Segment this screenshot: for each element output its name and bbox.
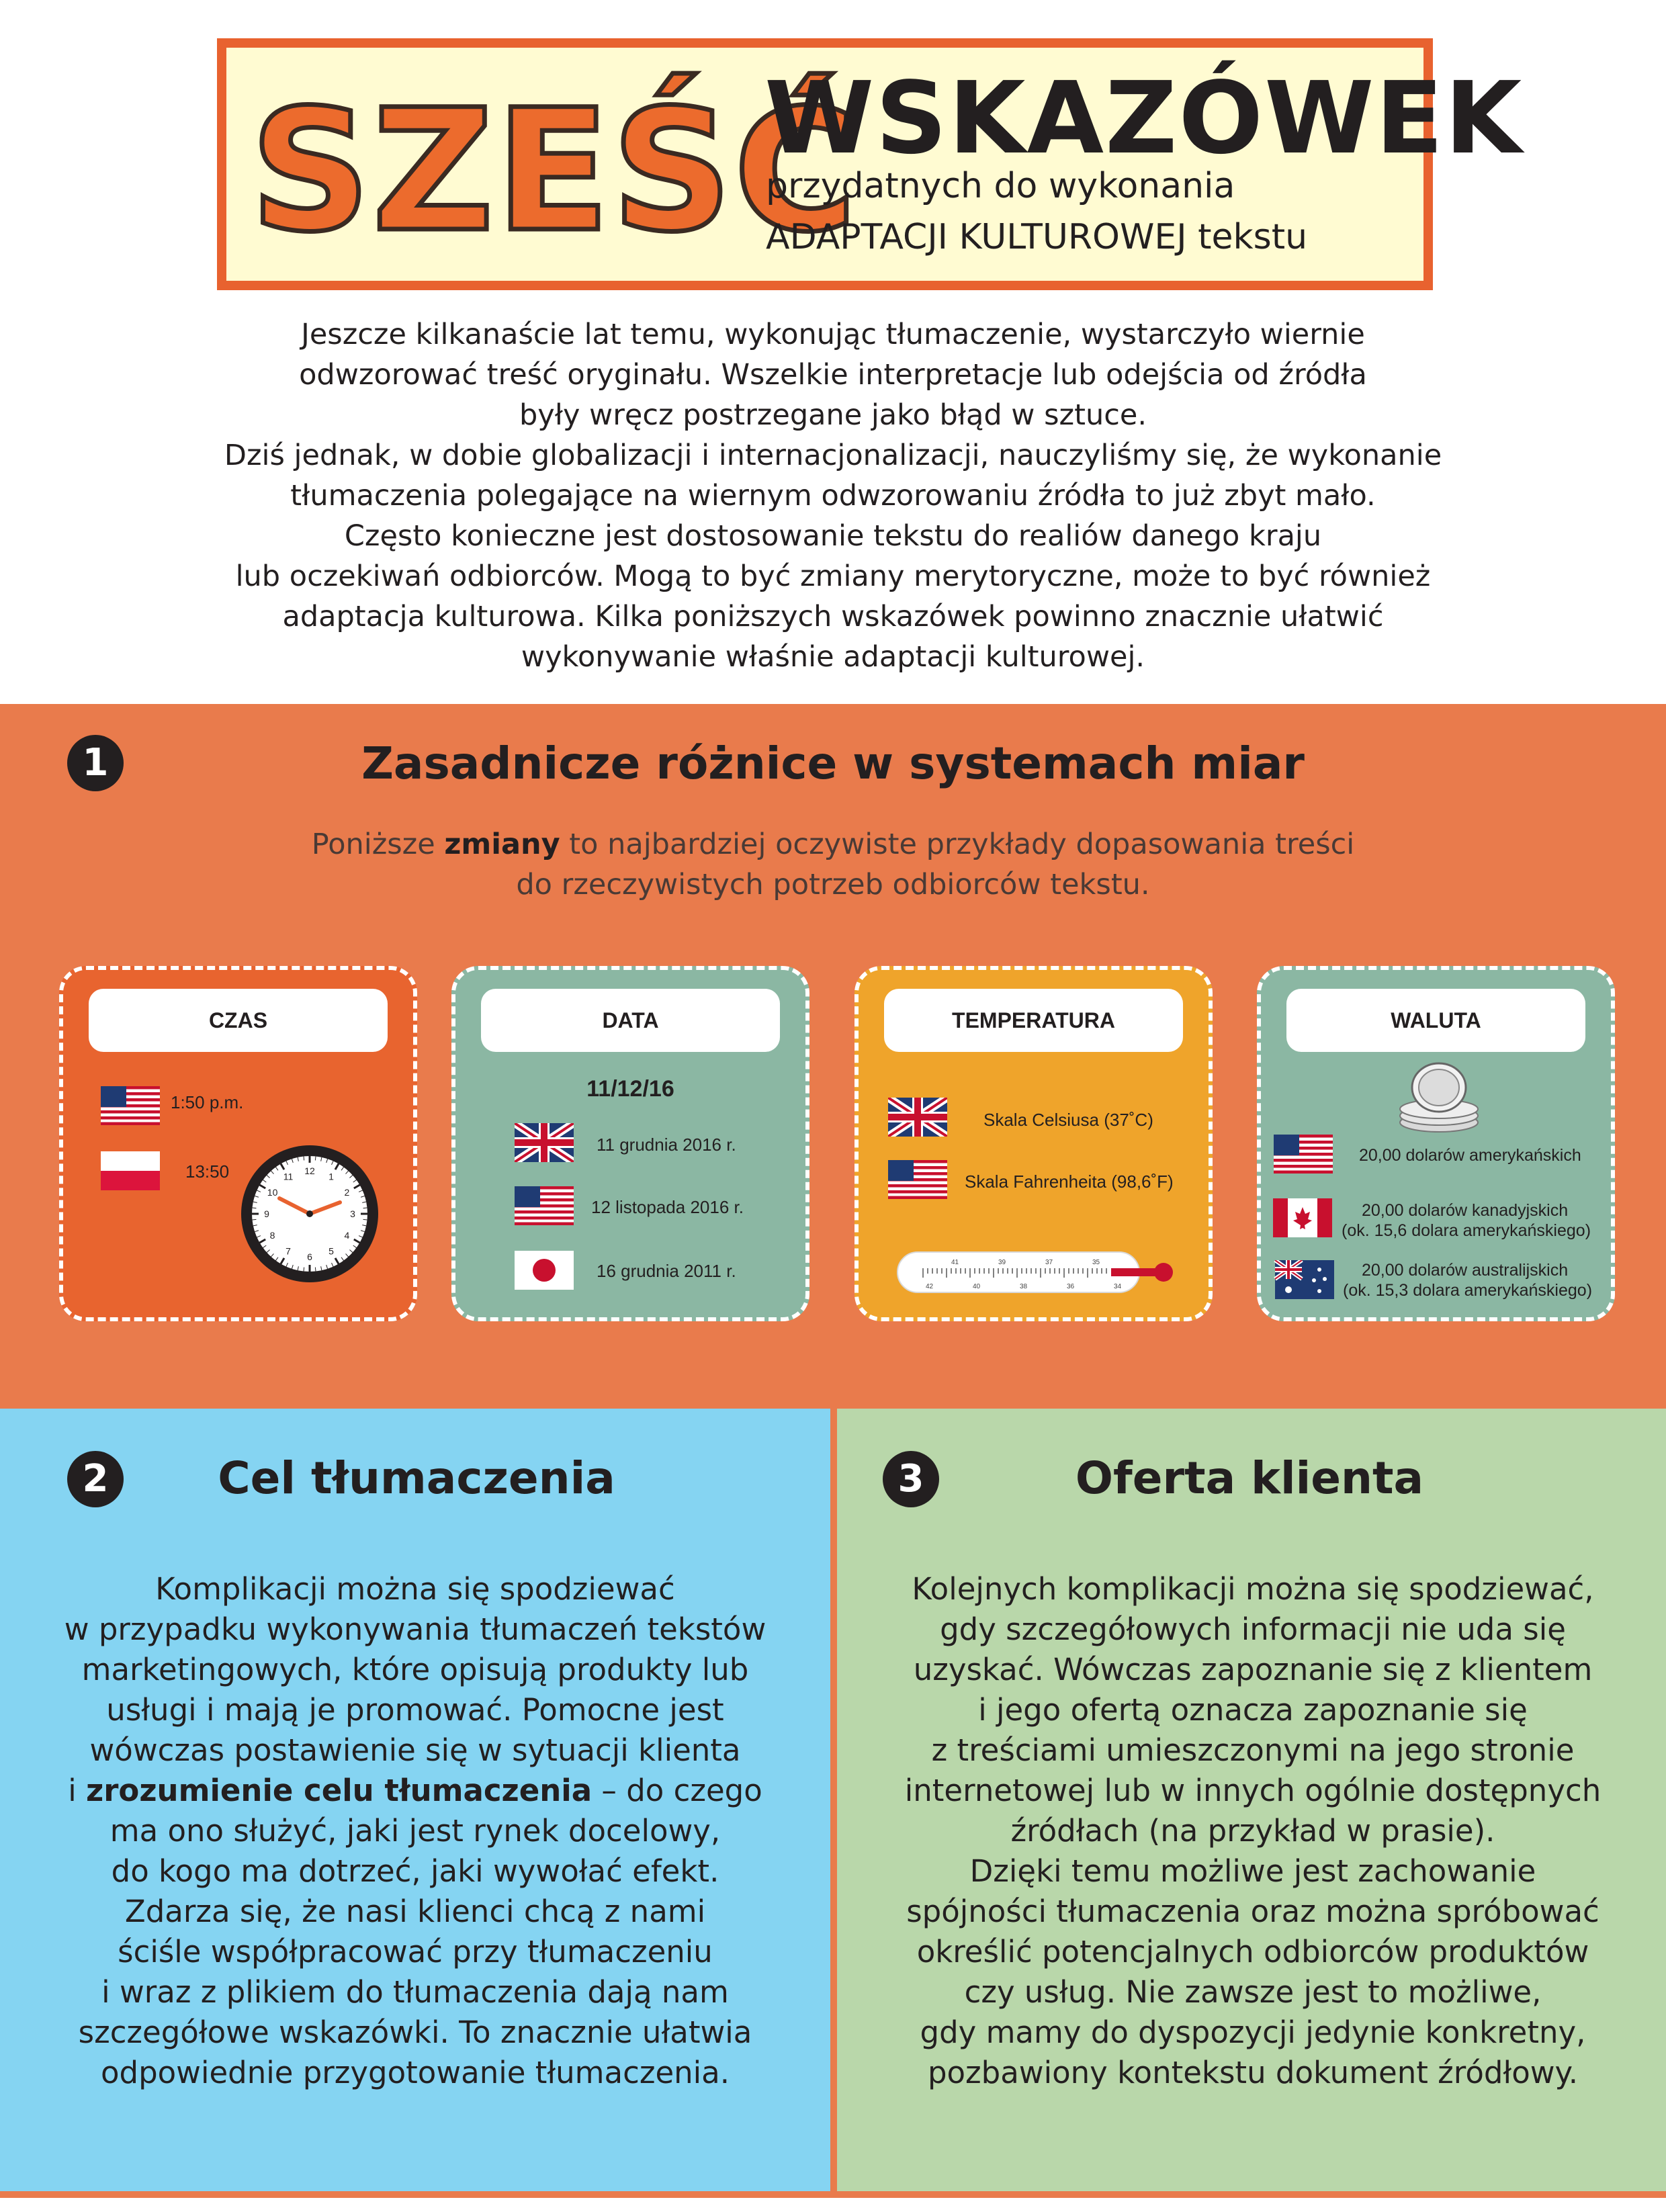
section-number-badge: 2 (67, 1451, 124, 1507)
section-title: Cel tłumaczenia (218, 1452, 615, 1504)
desc-text: to najbardziej oczywiste przykłady dopasowania treści (560, 828, 1355, 861)
us-flag-icon (1272, 1135, 1335, 1174)
thermometer-label: 36 (1067, 1283, 1075, 1290)
desc-text: Poniższe (311, 828, 445, 861)
thermometer-icon (896, 1248, 1178, 1298)
clock-number: 5 (328, 1245, 334, 1257)
date-value: 11/12/16 (586, 1076, 674, 1102)
desc-text: do rzeczywistych potrzeb odbiorców tekstu. (516, 868, 1150, 901)
clock-number: 7 (286, 1245, 291, 1257)
coins-icon (1395, 1061, 1483, 1135)
bottom-border (0, 2191, 830, 2198)
section-number-badge: 1 (67, 735, 124, 791)
thermometer-label: 42 (926, 1283, 934, 1290)
section-body: Kolejnych komplikacji można się spodziewać, gdy szczegółowych informacji nie uda się uzyskać. Wówczas zapoznanie się z klientem i jego ofertą oznacza zapoznanie się z treściami umieszczonymi na jego stronie internetowej lub w innych ogólnie dostępnych źródłach (na przykład w prasie). Dzięki temu możliwe jest zachowanie spójności tłumaczenia oraz można spróbować określić potencjalnych odbiorców produktów czy usług. Nie zawsze jest to możliwe, gdy mamy do dyspozycji jedynie konkretny, pozbawiony kontekstu dokument źródłowy. (904, 1571, 1602, 2090)
thermometer-label: 35 (1092, 1259, 1100, 1266)
clock-tick (315, 1268, 316, 1272)
us-flag-icon (101, 1086, 160, 1125)
uk-flag-icon (515, 1123, 574, 1162)
card-currency (1257, 966, 1615, 1321)
jp-flag-icon (515, 1251, 574, 1290)
jp-date-text: 16 grudnia 2011 r. (597, 1261, 736, 1281)
clock-number: 8 (269, 1230, 275, 1241)
card-label: CZAS (89, 989, 388, 1052)
body-text: Komplikacji można się spodziewać w przypadku wykonywania tłumaczeń tekstów marketingowych, które opisują produkty lub usługi i mają je promować. Pomocne jest wówczas postawienie się w sytuacji klienta i (64, 1571, 766, 1808)
section-description (0, 824, 1666, 905)
intro-paragraph: Jeszcze kilkanaście lat temu, wykonując tłumaczenie, wystarczyło wiernie odwzorować treść oryginału. Wszelkie interpretacje lub odejścia od źródła były wręcz postrzegane jako błąd w sztuce. Dziś jednak, w dobie globalizacji i internacjonalizacji, nauczyliśmy się, że wykonanie tłumaczenia polegające na wiernym odwzorowaniu źródła to już zbyt mało. Często konieczne jest dostosowanie tekstu do realiów danego kraju lub oczekiwań odbiorców. Mogą to być zmiany merytoryczne, może to być również adaptacja kulturowa. Kilka poniższych wskazówek powinno znacznie ułatwić wykonywanie właśnie adaptacji kulturowej. (224, 318, 1442, 674)
card-time (59, 966, 417, 1321)
header-subtitle-line1: przydatnych do wykonania (766, 166, 1235, 206)
clock-number: 1 (328, 1171, 334, 1182)
clock-number: 12 (304, 1165, 315, 1176)
card-date (451, 966, 809, 1321)
us-flag-icon (515, 1186, 574, 1225)
cad-text-line2: (ok. 15,6 dolara amerykańskiego) (1342, 1221, 1591, 1240)
card-temperature (854, 966, 1213, 1321)
ca-flag-icon (1273, 1198, 1332, 1237)
aud-text-line2: (ok. 15,3 dolara amerykańskiego) (1343, 1281, 1593, 1300)
thermometer-label: 34 (1114, 1283, 1122, 1290)
clock-tick (363, 1219, 367, 1220)
clock-number: 6 (307, 1251, 312, 1262)
desc-bold: zmiany (444, 828, 560, 861)
section-title: Zasadnicze różnice w systemach miar (361, 738, 1305, 789)
clock-number: 9 (264, 1208, 269, 1219)
header-title: WSKAZÓWEK (764, 60, 1524, 176)
uk-flag-icon (888, 1098, 947, 1137)
us-time-text: 1:50 p.m. (171, 1092, 244, 1112)
section-divider (830, 1409, 837, 2198)
header-subtitle-line2: ADAPTACJI KULTUROWEJ tekstu (766, 217, 1308, 257)
us-flag-icon (888, 1160, 947, 1199)
clock-number: 10 (267, 1187, 278, 1198)
header-big-word: SZEŚĆ (250, 73, 859, 269)
fahrenheit-text: Skala Fahrenheita (98,6˚F) (965, 1171, 1174, 1192)
thermometer-label: 37 (1045, 1259, 1053, 1266)
thermometer-label: 38 (1020, 1283, 1028, 1290)
card-label: WALUTA (1286, 989, 1585, 1052)
au-flag-icon (1273, 1260, 1336, 1299)
thermometer-label: 39 (998, 1259, 1006, 1266)
pl-flag-icon (101, 1151, 160, 1190)
clock-tick (252, 1219, 256, 1220)
section-title: Oferta klienta (1075, 1452, 1424, 1504)
usd-text: 20,00 dolarów amerykańskich (1359, 1146, 1581, 1165)
clock-icon (239, 1143, 380, 1284)
thermometer-label: 41 (951, 1259, 959, 1266)
celsius-text: Skala Celsiusa (37˚C) (983, 1110, 1153, 1130)
uk-date-text: 11 grudnia 2016 r. (597, 1135, 736, 1155)
clock-number: 11 (283, 1171, 294, 1182)
clock-number: 2 (344, 1187, 350, 1198)
aud-text-line1: 20,00 dolarów australijskich (1362, 1261, 1569, 1280)
section-body (40, 1569, 790, 2093)
clock-number: 3 (350, 1208, 355, 1219)
card-label: DATA (481, 989, 780, 1052)
cad-text-line1: 20,00 dolarów kanadyjskich (1362, 1201, 1569, 1220)
clock-tick (315, 1156, 316, 1160)
us-date-text: 12 listopada 2016 r. (591, 1197, 744, 1217)
body-bold: zrozumienie celu tłumaczenia (86, 1773, 593, 1808)
body-text: – do czego ma ono służyć, jaki jest rynek docelowy, do kogo ma dotrzeć, jaki wywołać efekt. Zdarza się, że nasi klienci chcą z nami ściśle współpracować przy tłumaczeniu i wraz z plikiem do tłumaczenia dają nam szczegółowe wskazówki. To znacznie ułatwia odpowiednie przygotowanie tłumaczenia. (78, 1773, 762, 2090)
thermometer-label: 40 (973, 1283, 981, 1290)
clock-number: 4 (344, 1230, 350, 1241)
card-label: TEMPERATURA (884, 989, 1183, 1052)
bottom-border (837, 2191, 1666, 2198)
pl-time-text: 13:50 (185, 1161, 230, 1182)
section-number-badge: 3 (883, 1451, 939, 1507)
